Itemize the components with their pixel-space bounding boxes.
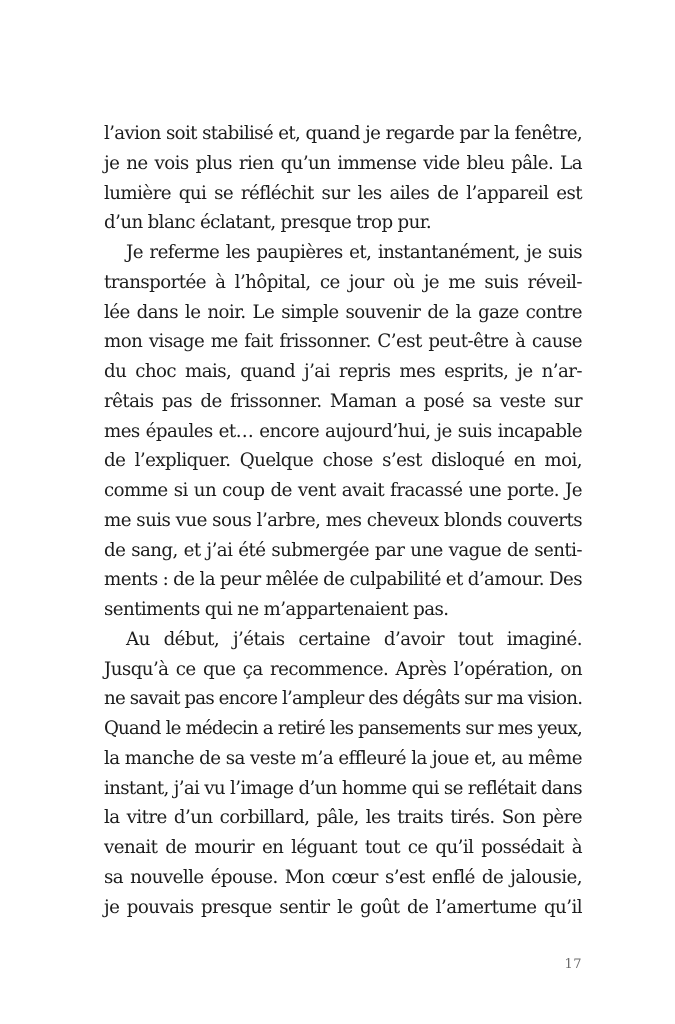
text-line: lée dans le noir. Le simple souvenir de la gaze contre <box>104 301 582 323</box>
text-line: sentiments qui ne m’appartenaient pas. <box>104 599 449 620</box>
text-line: de l’expliquer. Quelque chose s’est disloqué en moi, <box>104 450 582 472</box>
text-line: l’avion soit stabilisé et, quand je regarde par la fenêtre, <box>104 123 582 144</box>
text-line: mon visage me fait frissonner. C’est peut-être à cause <box>104 331 582 353</box>
text-line: venait de mourir en léguant tout ce qu’il possédait à <box>104 837 582 858</box>
text-line: rêtais pas de frissonner. Maman a posé sa veste sur <box>104 390 582 412</box>
text-line: sa nouvelle épouse. Mon cœur s’est enflé de jalousie, <box>104 866 582 888</box>
page-number: 17 <box>564 957 582 972</box>
text-line: ne savait pas encore l’ampleur des dégâts sur ma vision. <box>104 688 583 710</box>
text-line: Quand le médecin a retiré les pansements sur mes yeux, <box>104 718 582 739</box>
text-line: comme si un coup de vent avait fracassé une porte. Je <box>104 480 582 501</box>
text-line: mes épaules et… encore aujourd’hui, je suis incapable <box>104 420 582 442</box>
text-line: Je referme les paupières et, instantanément, je suis <box>126 242 582 263</box>
text-line: je pouvais presque sentir le goût de l’amertume qu’il <box>104 896 582 918</box>
text-line: d’un blanc éclatant, presque trop pur. <box>104 212 432 234</box>
text-line: ments : de la peur mêlée de culpabilité et d’amour. Des <box>104 569 582 591</box>
text-line: Au début, j’étais certaine d’avoir tout imaginé. <box>126 628 582 650</box>
body-text <box>104 119 582 922</box>
text-line: je ne vois plus rien qu’un immense vide bleu pâle. La <box>104 152 582 174</box>
text-line: instant, j’ai vu l’image d’un homme qui se reflétait dans <box>104 777 582 799</box>
text-line: du choc mais, quand j’ai repris mes esprits, je n’ar- <box>104 361 582 382</box>
text-line: me suis vue sous l’arbre, mes cheveux blonds couverts <box>104 509 582 531</box>
text-line: la vitre d’un corbillard, pâle, les traits tirés. Son père <box>104 807 582 829</box>
text-line: transportée à l’hôpital, ce jour où je me suis réveil- <box>104 271 582 293</box>
text-line: la manche de sa veste m’a effleuré la joue et, au même <box>104 747 582 769</box>
text-line: lumière qui se réfléchit sur les ailes de l’appareil est <box>104 182 582 204</box>
text-line: Jusqu’à ce que ça recommence. Après l’opération, on <box>104 658 582 680</box>
text-line: de sang, et j’ai été submergée par une vague de senti- <box>104 539 582 561</box>
